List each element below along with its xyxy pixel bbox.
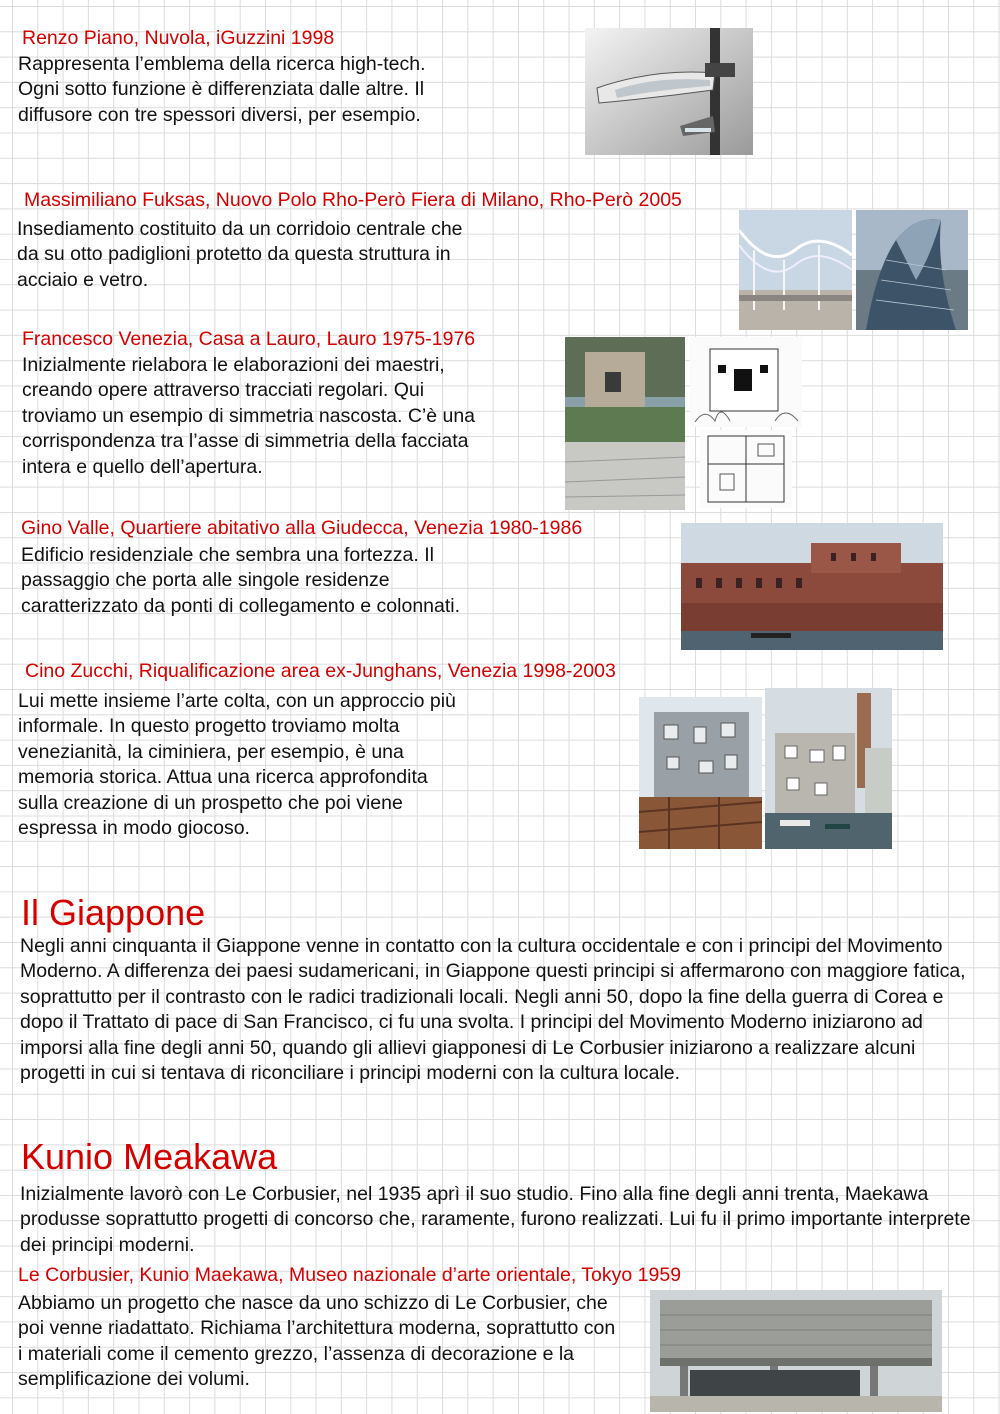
photo-junghans-chimney	[765, 688, 892, 849]
caption-museo: Le Corbusier, Kunio Maekawa, Museo nazionale d’arte orientale, Tokyo 1959	[18, 1264, 682, 1286]
heading-giappone: Il Giappone	[21, 892, 206, 933]
photo-museo-tokyo	[650, 1290, 942, 1412]
photo-giudecca	[681, 523, 943, 650]
drawing-plan	[700, 430, 792, 508]
heading-maekawa: Kunio Meakawa	[21, 1136, 278, 1177]
text-maekawa: Inizialmente lavorò con Le Corbusier, nel 1935 aprì il suo studio. Fino alla fine degli anni trenta, Maekawa produsse soprattutto progetti di concorso che, raramente, furono realizzati. Lui fu il primo importante interprete dei principi moderni.	[20, 1183, 971, 1256]
drawing-facade	[690, 337, 802, 427]
text-giappone: Negli anni cinquanta il Giappone venne in contatto con la cultura occidentale e con i principi del Movimento Moderno. A differenza dei paesi sudamericani, in Giappone questi principi si affermarono con maggiore fatica, soprattutto per il contrasto con le radici tradizionali locali. Negli anni 50, dopo la fine della guerra di Corea e dopo il Trattato di pace di San Francisco, ci fu una svolta. I principi del Movimento Moderno iniziarono ad imporsi alla fine degli anni 50, quando gli allievi giapponesi di Le Corbusier iniziarono a realizzare alcuni progetti in cui si tentava di riconciliare i principi moderni con la cultura locale.	[20, 935, 966, 1085]
photo-junghans-building	[639, 697, 762, 849]
text-zucchi: Lui mette insieme l’arte colta, con un approccio più informale. In questo progetto troviamo molta venezianità, la ciminiera, per esempio, è una memoria storica. Attua una ricerca approfondita sulla creazione di un prospetto che poi viene espressa in modo giocoso.	[18, 690, 456, 840]
photo-casa-lauro	[565, 337, 685, 510]
caption-zucchi: Cino Zucchi, Riqualificazione area ex-Junghans, Venezia 1998-2003	[25, 660, 616, 682]
photo-nuvola-lamp	[585, 28, 753, 155]
caption-fuksas: Massimiliano Fuksas, Nuovo Polo Rho-Però Fiera di Milano, Rho-Però 2005	[24, 189, 682, 211]
text-piano: Rappresenta l’emblema della ricerca high-tech. Ogni sotto funzione è differenziata dalle altre. Il diffusore con tre spessori diversi, per esempio.	[18, 53, 426, 126]
text-venezia: Inizialmente rielabora le elaborazioni dei maestri, creando opere attraverso tracciati regolari. Qui troviamo un esempio di simmetria nascosta. C’è una corrispondenza tra l’asse di simmetria della facciata intera e quello dell’apertura.	[22, 354, 476, 478]
text-fuksas: Insediamento costituito da un corridoio centrale che da su otto padiglioni protetto da questa struttura in acciaio e vetro.	[17, 218, 463, 291]
caption-valle: Gino Valle, Quartiere abitativo alla Giudecca, Venezia 1980-1986	[21, 517, 583, 539]
text-museo: Abbiamo un progetto che nasce da uno schizzo di Le Corbusier, che poi venne riadattato. Richiama l’architettura moderna, soprattutto con i materiali come il cemento grezzo, l’assenza di decorazione e la semplificazione dei volumi.	[18, 1292, 616, 1391]
caption-piano: Renzo Piano, Nuvola, iGuzzini 1998	[22, 27, 335, 49]
caption-venezia: Francesco Venezia, Casa a Lauro, Lauro 1975-1976	[22, 328, 476, 350]
photo-fiera-corridor	[739, 210, 852, 330]
photo-fiera-volume	[856, 210, 968, 330]
text-valle: Edificio residenziale che sembra una fortezza. Il passaggio che porta alle singole residenze caratterizzato da ponti di collegamento e colonnati.	[21, 544, 461, 617]
